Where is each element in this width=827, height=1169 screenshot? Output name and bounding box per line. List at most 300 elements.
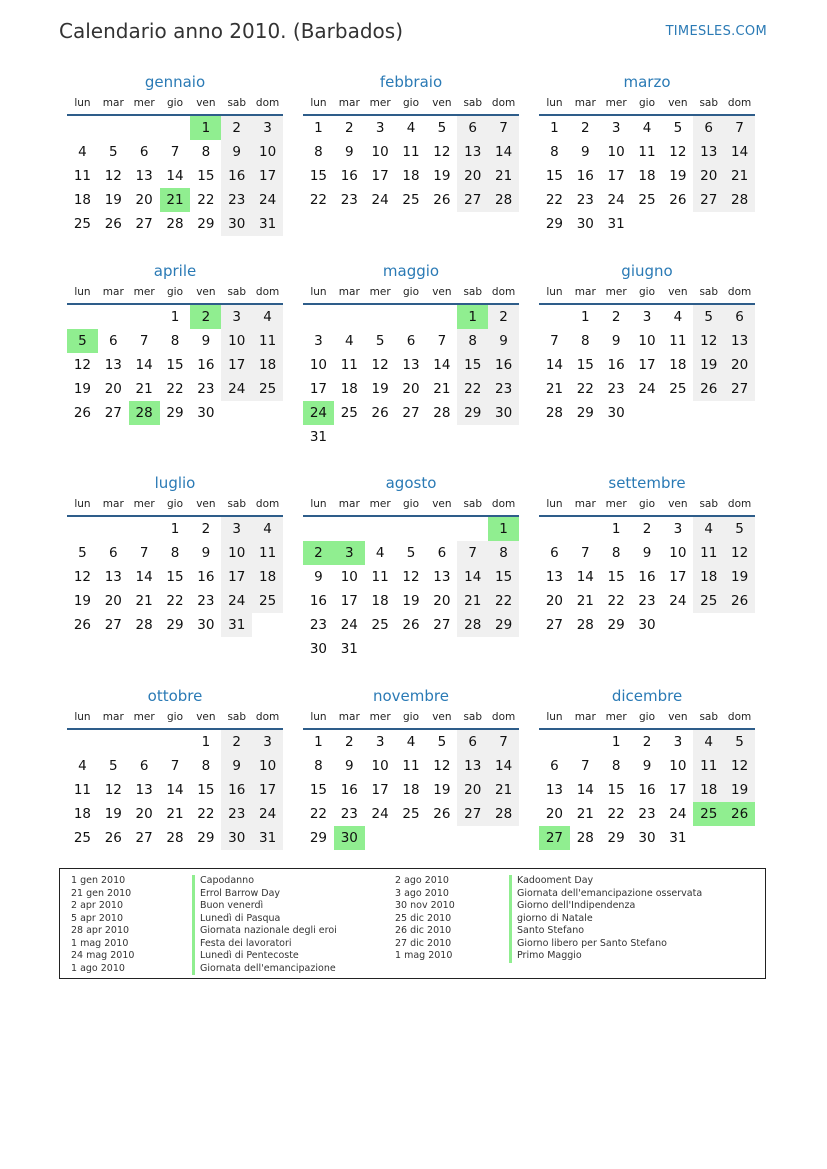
- day-cell: 29: [166, 405, 184, 421]
- weekday-label: dom: [255, 97, 280, 109]
- day-grid: [303, 517, 519, 661]
- day-cell: 4: [673, 309, 683, 325]
- weekday-label: gio: [639, 711, 656, 723]
- week-row: [67, 188, 283, 212]
- day-cell: 11: [669, 333, 687, 349]
- day-cell: 7: [580, 758, 590, 774]
- day-cell: 2: [303, 541, 334, 565]
- week-row: [303, 116, 519, 140]
- day-cell: 3: [314, 333, 323, 349]
- day-cell: 24: [669, 806, 687, 822]
- day-cell: 19: [693, 353, 724, 377]
- day-cell: 26: [433, 192, 451, 208]
- day-cell: 9: [201, 333, 211, 349]
- weekday-header: [303, 281, 519, 305]
- day-cell: 18: [402, 782, 420, 798]
- day-cell: 15: [166, 569, 184, 585]
- day-cell: 22: [607, 806, 625, 822]
- day-cell: 28: [488, 802, 519, 826]
- day-cell: 5: [108, 758, 118, 774]
- day-cell: 23: [488, 377, 519, 401]
- empty-day-cell: [662, 613, 693, 637]
- weekday-label: ven: [668, 97, 688, 109]
- month-name: giugno: [621, 262, 673, 280]
- day-cell: 21: [433, 381, 451, 397]
- day-cell: 3: [252, 730, 283, 754]
- day-cell: 23: [638, 593, 656, 609]
- weekday-label: mar: [574, 286, 596, 298]
- day-cell: 7: [488, 116, 519, 140]
- empty-day-cell: [365, 305, 396, 329]
- week-row: [539, 164, 755, 188]
- week-row: [539, 116, 755, 140]
- holiday-name: Lunedì di Pasqua: [192, 913, 337, 926]
- day-cell: 6: [550, 758, 559, 774]
- day-cell: 9: [344, 144, 354, 160]
- day-cell: 18: [638, 168, 656, 184]
- day-cell: 14: [576, 569, 594, 585]
- empty-day-cell: [98, 517, 129, 541]
- weekday-label: dom: [727, 498, 752, 510]
- day-cell: 2: [611, 309, 621, 325]
- day-cell: 26: [73, 617, 92, 633]
- day-cell: 10: [340, 569, 358, 585]
- day-cell: 1: [314, 120, 323, 136]
- week-row: [303, 425, 519, 449]
- holiday-date: 2 apr 2010: [71, 900, 124, 911]
- day-cell: 10: [638, 333, 656, 349]
- empty-day-cell: [67, 305, 98, 329]
- weekday-header: [539, 493, 755, 517]
- day-cell: 4: [78, 758, 87, 774]
- week-row: [303, 401, 519, 425]
- day-cell: 12: [693, 329, 724, 353]
- day-cell: 26: [433, 806, 451, 822]
- weekday-header: [67, 92, 283, 116]
- empty-day-cell: [488, 425, 519, 449]
- empty-day-cell: [724, 826, 755, 850]
- weekday-label: sab: [227, 498, 247, 510]
- day-cell: 6: [550, 545, 559, 561]
- weekday-label: mer: [605, 286, 627, 298]
- day-cell: 21: [135, 381, 153, 397]
- empty-day-cell: [98, 305, 129, 329]
- holiday-date: 21 gen 2010: [71, 887, 132, 899]
- day-cell: 7: [437, 333, 447, 349]
- day-cell: 5: [724, 517, 755, 541]
- day-cell: 8: [457, 329, 488, 353]
- weekday-header: [67, 706, 283, 730]
- day-cell: 3: [375, 734, 385, 750]
- day-cell: 14: [135, 357, 153, 373]
- day-grid: [67, 517, 283, 637]
- day-cell: 21: [160, 188, 191, 212]
- day-cell: 14: [488, 754, 519, 778]
- day-cell: 29: [309, 830, 328, 846]
- day-cell: 27: [724, 377, 755, 401]
- week-row: [303, 517, 519, 541]
- week-row: [303, 637, 519, 661]
- day-cell: 15: [607, 569, 625, 585]
- day-cell: 26: [669, 192, 687, 208]
- weekday-label: gio: [639, 97, 656, 109]
- day-cell: 17: [309, 381, 328, 397]
- empty-day-cell: [724, 401, 755, 425]
- day-cell: 15: [309, 168, 328, 184]
- day-cell: 13: [724, 329, 755, 353]
- week-row: [303, 802, 519, 826]
- day-cell: 6: [139, 144, 149, 160]
- week-row: [539, 613, 755, 637]
- day-cell: 26: [73, 405, 92, 421]
- day-cell: 10: [371, 144, 389, 160]
- day-cell: 10: [669, 545, 687, 561]
- brand-link[interactable]: TIMESLES.COM: [665, 24, 767, 39]
- week-row: [539, 353, 755, 377]
- day-grid: [67, 730, 283, 850]
- weekday-header: [67, 493, 283, 517]
- day-cell: 30: [638, 617, 656, 633]
- week-row: [303, 754, 519, 778]
- day-cell: 16: [638, 569, 656, 585]
- day-cell: 27: [457, 188, 488, 212]
- week-row: [539, 730, 755, 754]
- day-cell: 10: [221, 541, 252, 565]
- day-cell: 24: [303, 401, 334, 425]
- day-cell: 17: [221, 353, 252, 377]
- day-cell: 11: [371, 569, 389, 585]
- week-row: [303, 589, 519, 613]
- day-cell: 22: [166, 381, 184, 397]
- week-row: [67, 212, 283, 236]
- day-cell: 14: [724, 140, 755, 164]
- day-cell: 24: [607, 192, 625, 208]
- day-cell: 29: [607, 617, 625, 633]
- empty-day-cell: [221, 401, 252, 425]
- weekday-label: dom: [491, 711, 516, 723]
- weekday-label: lun: [310, 711, 327, 723]
- day-cell: 28: [724, 188, 755, 212]
- empty-day-cell: [129, 305, 160, 329]
- empty-day-cell: [570, 517, 601, 541]
- weekday-label: ven: [196, 286, 216, 298]
- day-cell: 14: [488, 140, 519, 164]
- weekday-label: lun: [74, 97, 91, 109]
- day-cell: 7: [550, 333, 559, 349]
- day-cell: 25: [638, 192, 656, 208]
- day-cell: 31: [252, 212, 283, 236]
- day-cell: 8: [201, 758, 211, 774]
- day-cell: 1: [201, 734, 211, 750]
- empty-day-cell: [457, 826, 488, 850]
- day-cell: 13: [402, 357, 420, 373]
- day-cell: 4: [78, 144, 87, 160]
- day-cell: 26: [693, 377, 724, 401]
- day-cell: 20: [693, 164, 724, 188]
- holiday-name: Festa dei lavoratori: [192, 938, 337, 951]
- day-cell: 23: [340, 192, 358, 208]
- day-cell: 6: [108, 333, 118, 349]
- weekday-label: dom: [491, 286, 516, 298]
- day-cell: 30: [309, 641, 328, 657]
- day-cell: 5: [693, 305, 724, 329]
- weekday-label: mer: [133, 97, 155, 109]
- day-grid: [303, 730, 519, 850]
- day-cell: 16: [197, 569, 215, 585]
- weekday-label: mer: [369, 498, 391, 510]
- weekday-label: gio: [403, 711, 420, 723]
- day-cell: 13: [545, 569, 564, 585]
- day-cell: 9: [201, 545, 211, 561]
- day-cell: 8: [611, 545, 621, 561]
- day-cell: 21: [135, 593, 153, 609]
- empty-day-cell: [396, 305, 427, 329]
- holiday-date: 28 apr 2010: [71, 925, 130, 936]
- day-cell: 24: [371, 806, 389, 822]
- day-cell: 2: [580, 120, 590, 136]
- day-cell: 16: [309, 593, 328, 609]
- day-cell: 19: [402, 593, 420, 609]
- empty-day-cell: [457, 425, 488, 449]
- empty-day-cell: [396, 425, 427, 449]
- day-cell: 19: [433, 168, 451, 184]
- day-cell: 19: [724, 778, 755, 802]
- holiday-date: 1 gen 2010: [71, 875, 126, 886]
- week-row: [539, 826, 755, 850]
- month-febbraio: [299, 72, 523, 212]
- weekday-label: mer: [369, 711, 391, 723]
- week-row: [539, 377, 755, 401]
- weekday-label: lun: [74, 498, 91, 510]
- day-cell: 20: [402, 381, 420, 397]
- day-cell: 13: [457, 754, 488, 778]
- day-cell: 16: [607, 357, 625, 373]
- day-cell: 8: [488, 541, 519, 565]
- day-cell: 21: [545, 381, 564, 397]
- day-cell: 25: [371, 617, 389, 633]
- day-cell: 28: [166, 830, 184, 846]
- day-cell: 20: [545, 593, 564, 609]
- weekday-label: lun: [310, 97, 327, 109]
- weekday-header: [303, 493, 519, 517]
- day-cell: 31: [340, 641, 358, 657]
- day-cell: 31: [607, 216, 625, 232]
- holiday-date: 3 ago 2010: [395, 887, 449, 899]
- day-cell: 1: [550, 120, 559, 136]
- day-cell: 3: [673, 521, 683, 537]
- day-cell: 16: [197, 357, 215, 373]
- day-cell: 20: [724, 353, 755, 377]
- day-cell: 29: [197, 216, 215, 232]
- day-cell: 15: [545, 168, 564, 184]
- weekday-label: lun: [546, 286, 563, 298]
- day-cell: 19: [104, 806, 122, 822]
- empty-day-cell: [365, 826, 396, 850]
- day-cell: 6: [457, 730, 488, 754]
- empty-day-cell: [67, 116, 98, 140]
- day-cell: 29: [545, 216, 564, 232]
- week-row: [539, 541, 755, 565]
- day-cell: 10: [252, 140, 283, 164]
- day-cell: 19: [724, 565, 755, 589]
- empty-day-cell: [303, 517, 334, 541]
- week-row: [303, 541, 519, 565]
- day-cell: 28: [129, 401, 160, 425]
- empty-day-cell: [426, 305, 457, 329]
- weekday-label: dom: [255, 498, 280, 510]
- weekday-label: sab: [227, 286, 247, 298]
- weekday-label: lun: [74, 711, 91, 723]
- day-cell: 2: [201, 521, 211, 537]
- week-row: [539, 212, 755, 236]
- weekday-label: ven: [432, 97, 452, 109]
- day-cell: 27: [433, 617, 451, 633]
- empty-day-cell: [160, 116, 191, 140]
- week-row: [67, 164, 283, 188]
- day-cell: 22: [545, 192, 564, 208]
- day-cell: 2: [344, 120, 354, 136]
- empty-day-cell: [570, 730, 601, 754]
- weekday-label: sab: [227, 97, 247, 109]
- day-cell: 18: [669, 357, 687, 373]
- week-row: [539, 329, 755, 353]
- day-cell: 12: [73, 569, 92, 585]
- empty-day-cell: [662, 212, 693, 236]
- day-cell: 9: [221, 140, 252, 164]
- day-cell: 14: [433, 357, 451, 373]
- day-cell: 3: [375, 120, 385, 136]
- day-cell: 16: [221, 164, 252, 188]
- weekday-label: ven: [196, 711, 216, 723]
- day-cell: 27: [693, 188, 724, 212]
- day-cell: 26: [371, 405, 389, 421]
- day-cell: 2: [221, 116, 252, 140]
- empty-day-cell: [632, 212, 663, 236]
- day-cell: 23: [638, 806, 656, 822]
- day-cell: 24: [638, 381, 656, 397]
- month-settembre: [535, 473, 759, 637]
- holiday-name: Giorno libero per Santo Stefano: [509, 938, 702, 951]
- holiday-name: Giornata nazionale degli eroi: [192, 925, 337, 938]
- weekday-label: lun: [546, 97, 563, 109]
- day-cell: 14: [576, 782, 594, 798]
- day-cell: 11: [638, 144, 656, 160]
- week-row: [67, 353, 283, 377]
- day-cell: 29: [607, 830, 625, 846]
- day-cell: 14: [545, 357, 564, 373]
- day-cell: 30: [221, 826, 252, 850]
- day-cell: 14: [166, 782, 184, 798]
- day-cell: 8: [314, 758, 323, 774]
- day-grid: [303, 116, 519, 212]
- day-cell: 30: [607, 405, 625, 421]
- day-cell: 12: [433, 758, 451, 774]
- day-cell: 30: [334, 826, 365, 850]
- weekday-label: mer: [133, 286, 155, 298]
- empty-day-cell: [129, 730, 160, 754]
- holiday-date: 1 mag 2010: [71, 937, 129, 949]
- day-cell: 5: [375, 333, 385, 349]
- weekday-label: sab: [463, 97, 483, 109]
- month-marzo: [535, 72, 759, 236]
- day-cell: 22: [488, 589, 519, 613]
- empty-day-cell: [426, 425, 457, 449]
- weekday-label: mar: [574, 97, 596, 109]
- day-cell: 11: [252, 541, 283, 565]
- month-name: maggio: [382, 262, 440, 280]
- day-cell: 4: [375, 545, 385, 561]
- empty-day-cell: [693, 826, 724, 850]
- day-cell: 5: [724, 730, 755, 754]
- empty-day-cell: [129, 116, 160, 140]
- day-cell: 28: [545, 405, 564, 421]
- day-cell: 25: [402, 806, 420, 822]
- weekday-label: gio: [403, 498, 420, 510]
- day-cell: 13: [104, 569, 122, 585]
- day-cell: 18: [252, 353, 283, 377]
- empty-day-cell: [457, 517, 488, 541]
- weekday-label: mar: [102, 711, 124, 723]
- day-cell: 26: [402, 617, 420, 633]
- month-name: agosto: [385, 474, 437, 492]
- weekday-label: mar: [338, 97, 360, 109]
- weekday-label: dom: [491, 498, 516, 510]
- day-cell: 15: [488, 565, 519, 589]
- day-cell: 21: [576, 806, 594, 822]
- day-cell: 27: [104, 405, 122, 421]
- day-cell: 16: [221, 778, 252, 802]
- weekday-label: dom: [727, 286, 752, 298]
- weekday-label: mer: [605, 97, 627, 109]
- month-name: settembre: [608, 474, 686, 492]
- day-cell: 13: [693, 140, 724, 164]
- day-cell: 27: [402, 405, 420, 421]
- weekday-label: ven: [432, 711, 452, 723]
- day-cell: 4: [693, 730, 724, 754]
- weekday-label: ven: [668, 498, 688, 510]
- day-cell: 29: [197, 830, 215, 846]
- holiday-dates-col-2: [395, 875, 455, 963]
- day-cell: 6: [139, 758, 149, 774]
- day-cell: 8: [170, 333, 180, 349]
- day-cell: 2: [488, 305, 519, 329]
- day-cell: 9: [611, 333, 621, 349]
- weekday-label: mar: [338, 286, 360, 298]
- day-cell: 16: [638, 782, 656, 798]
- day-cell: 19: [73, 593, 92, 609]
- day-cell: 1: [488, 517, 519, 541]
- holiday-name: giorno di Natale: [509, 913, 702, 926]
- day-cell: 2: [344, 734, 354, 750]
- day-cell: 29: [488, 613, 519, 637]
- day-cell: 18: [693, 565, 724, 589]
- day-cell: 12: [104, 782, 122, 798]
- month-gennaio: [63, 72, 287, 236]
- day-cell: 17: [252, 164, 283, 188]
- day-cell: 25: [669, 381, 687, 397]
- day-cell: 1: [314, 734, 323, 750]
- empty-day-cell: [539, 730, 570, 754]
- day-cell: 11: [252, 329, 283, 353]
- day-cell: 18: [402, 168, 420, 184]
- day-cell: 21: [724, 164, 755, 188]
- day-cell: 9: [642, 545, 652, 561]
- day-cell: 25: [693, 802, 724, 826]
- day-cell: 13: [104, 357, 122, 373]
- day-cell: 10: [371, 758, 389, 774]
- week-row: [303, 329, 519, 353]
- day-cell: 17: [340, 593, 358, 609]
